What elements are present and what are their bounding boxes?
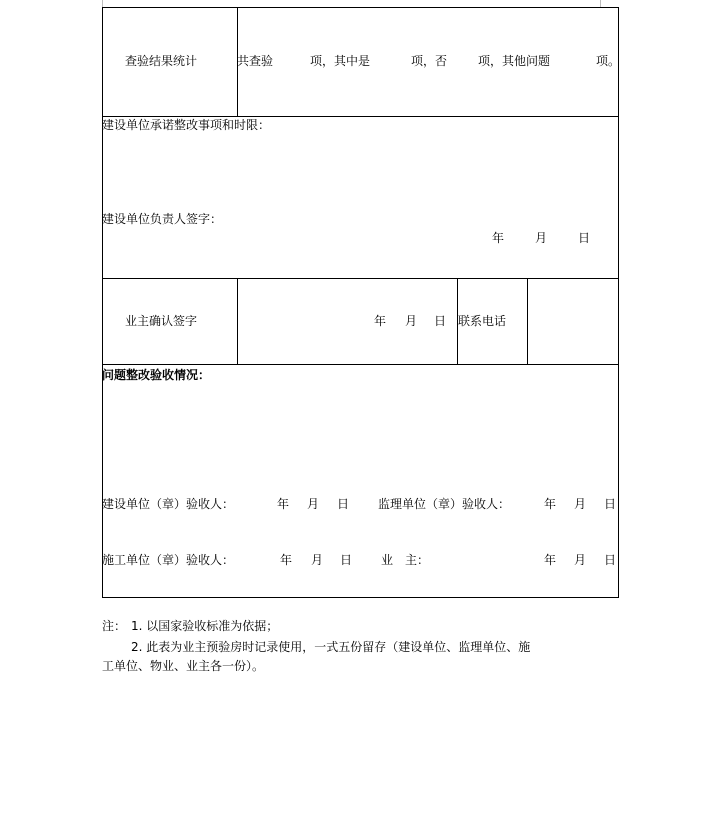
commitment-label: 建设单位承诺整改事项和时限： bbox=[102, 118, 271, 132]
page-corner-mark-left bbox=[80, 0, 103, 8]
note-line-3: 工单位、物业、业主各一份）。 bbox=[102, 659, 265, 673]
rectification-acceptance-title: 问题整改验收情况： bbox=[102, 368, 211, 382]
stat-total-label: 共查验 bbox=[237, 54, 274, 68]
table-border-top bbox=[102, 7, 619, 8]
contractor-acceptor-label: 施工单位（章）验收人： bbox=[102, 553, 235, 567]
date-year: 年 bbox=[280, 553, 293, 567]
row-divider-2 bbox=[102, 278, 619, 279]
date-month: 月 bbox=[307, 497, 320, 511]
date-month: 月 bbox=[535, 231, 548, 245]
table-border-right bbox=[618, 7, 619, 598]
date-day: 日 bbox=[604, 497, 617, 511]
owner-confirm-label: 业主确认签字 bbox=[125, 314, 198, 328]
stat-no-label: 项，否 bbox=[411, 54, 448, 68]
note-line-2: 2. 此表为业主预验房时记录使用，一式五份留存（建设单位、监理单位、施 bbox=[131, 640, 531, 654]
date-year: 年 bbox=[544, 497, 557, 511]
date-month: 月 bbox=[574, 497, 587, 511]
stat-other-label: 项，其他问题 bbox=[478, 54, 551, 68]
date-day: 日 bbox=[604, 553, 617, 567]
date-year: 年 bbox=[544, 553, 557, 567]
date-day: 日 bbox=[434, 314, 447, 328]
row-divider-3 bbox=[102, 364, 619, 365]
date-year: 年 bbox=[492, 231, 505, 245]
date-day: 日 bbox=[578, 231, 591, 245]
date-day: 日 bbox=[340, 553, 353, 567]
date-month: 月 bbox=[311, 553, 324, 567]
row-divider-1 bbox=[102, 116, 619, 117]
builder-acceptor-label: 建设单位（章）验收人： bbox=[102, 497, 235, 511]
date-day: 日 bbox=[337, 497, 350, 511]
contact-phone-label: 联系电话 bbox=[458, 314, 507, 328]
date-year: 年 bbox=[277, 497, 290, 511]
stat-yes-label: 项，其中是 bbox=[310, 54, 371, 68]
date-month: 月 bbox=[405, 314, 418, 328]
row3-column-divider-3 bbox=[527, 278, 528, 365]
stat-end-label: 项。 bbox=[596, 54, 621, 68]
date-year: 年 bbox=[374, 314, 387, 328]
note-prefix: 注： bbox=[102, 619, 127, 633]
inspection-result-label: 查验结果统计 bbox=[125, 54, 198, 68]
date-month: 月 bbox=[574, 553, 587, 567]
row3-column-divider-1 bbox=[237, 278, 238, 365]
note-line-1: 1. 以国家验收标准为依据； bbox=[131, 619, 279, 633]
owner-label: 业 主： bbox=[381, 553, 430, 567]
inspection-form-table bbox=[102, 7, 619, 598]
supervisor-acceptor-label: 监理单位（章）验收人： bbox=[378, 497, 511, 511]
builder-signer-label: 建设单位负责人签字： bbox=[102, 212, 223, 226]
table-border-bottom bbox=[102, 597, 619, 598]
